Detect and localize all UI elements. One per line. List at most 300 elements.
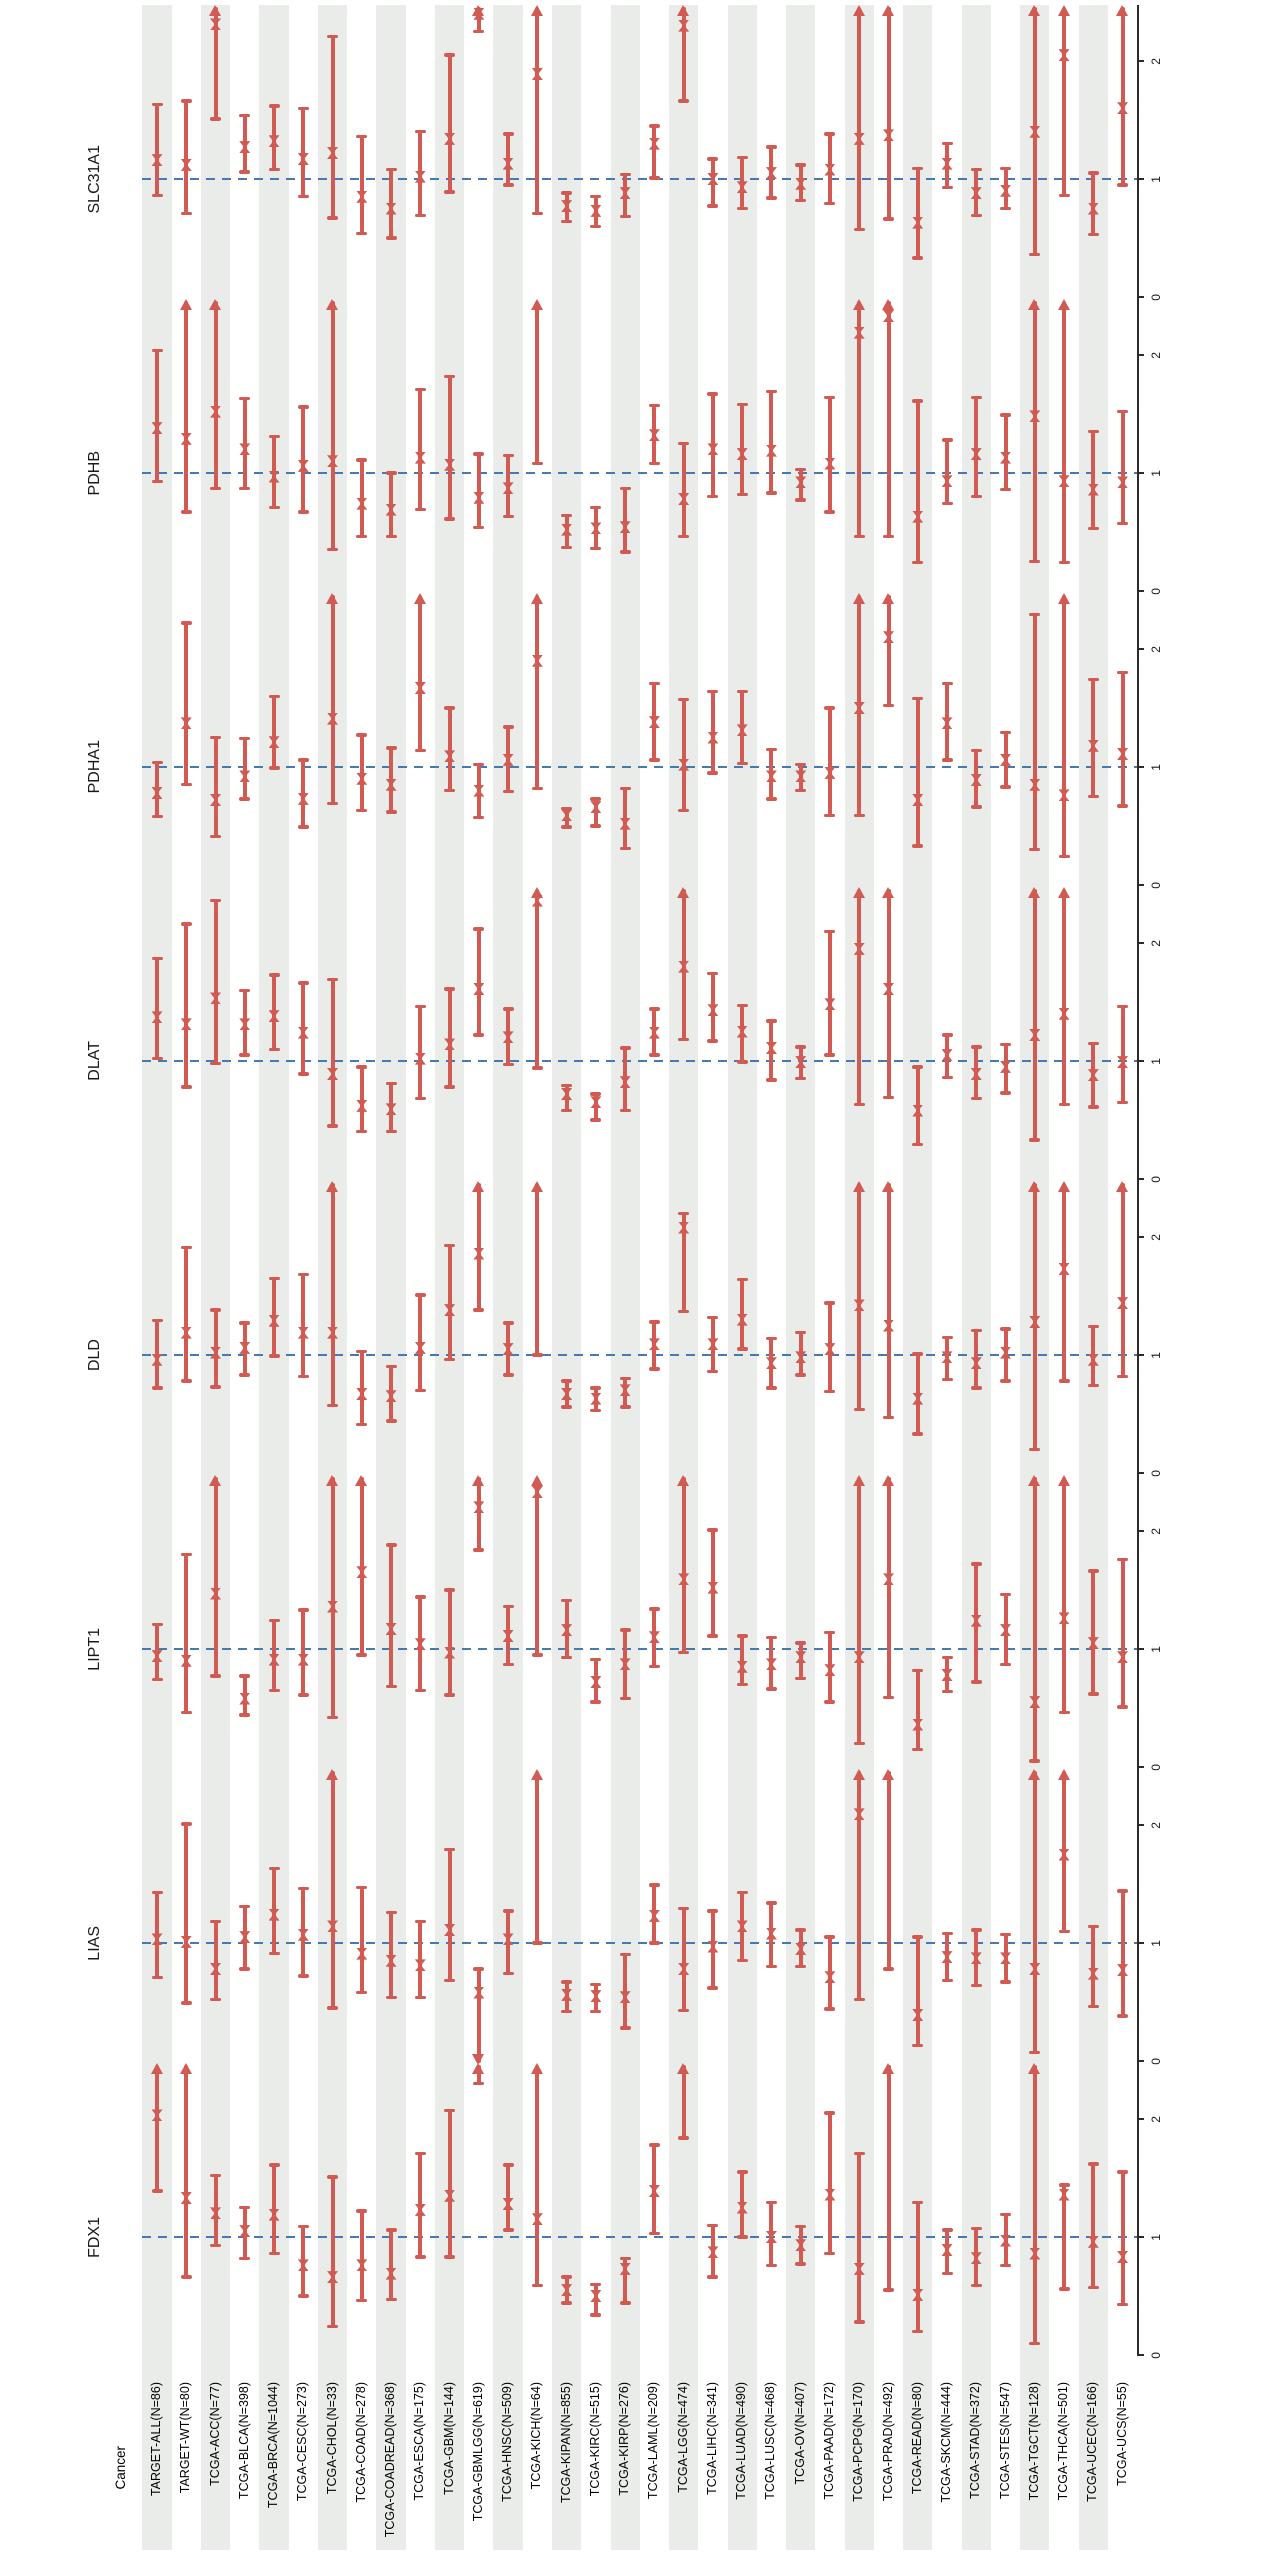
ci-lower-cap [415,1689,426,1692]
ci-upper-cap [269,1867,280,1870]
point-estimate-marker [649,1910,660,1922]
ci-upper-cap [766,1337,777,1340]
point-estimate-marker [1117,102,1128,114]
axis-tick-label [1145,1756,1167,1778]
ci-line [623,488,627,552]
axis-tick-label [1145,1638,1167,1660]
ci-upper-cap [971,1045,982,1048]
ci-line [1062,301,1066,563]
point-estimate-marker [824,1343,835,1355]
ci-upper-cap [766,1019,777,1022]
point-estimate-marker [298,153,309,165]
axis-tick-label-text: 2 [1149,1233,1163,1241]
ci-line [1062,2185,1066,2289]
panel-title-text: DLAT [86,1041,103,1081]
ci-lower-cap [415,508,426,511]
ci-upper-cap [356,135,367,138]
ci-line [857,889,861,1105]
ci-lower-cap [327,2325,338,2328]
reference-line-hr1 [142,1942,1137,1945]
ci-line [214,301,218,488]
ci-line [448,989,452,1087]
ci-line [1121,1891,1125,2016]
cancer-label-text: TCGA-PAAD(N=172) [821,2382,836,2500]
ci-line [916,1937,920,2046]
ci-line [857,2153,861,2322]
ci-lower-cap [210,487,221,490]
ci-lower-cap [824,2007,835,2010]
point-estimate-marker [1000,1952,1011,1964]
point-estimate-marker [298,1654,309,1666]
ci-lower-cap [1029,848,1040,851]
ci-upper-cap [181,1822,192,1825]
ci-lower-cap [737,1959,748,1962]
ci-upper-cap [1088,171,1099,174]
ci-upper-arrow [853,1475,865,1486]
ci-upper-cap [503,132,514,135]
ci-line [535,595,539,788]
axis-tick-label-text: 0 [1149,2351,1163,2359]
ci-upper-cap [766,1636,777,1639]
cancer-label [705,2382,723,2495]
ci-lower-cap [1000,207,1011,210]
ci-upper-arrow [414,593,426,604]
point-estimate-marker [766,1928,777,1940]
ci-lower-cap [1000,2264,1011,2267]
point-estimate-marker [239,443,250,455]
axis-tick-label-text: 0 [1149,2057,1163,2065]
ci-upper-cap [239,1321,250,1324]
ci-upper-cap [386,746,397,749]
ci-lower-cap [473,2082,484,2085]
axis-tick-label [1145,638,1167,660]
column-stripe [376,5,405,2550]
ci-lower-cap [532,1653,543,1656]
ci-upper-arrow [882,887,894,898]
ci-upper-cap [971,396,982,399]
axis-tick-label [1145,1932,1167,1954]
ci-upper-arrow [472,1181,484,1192]
ci-upper-arrow [882,593,894,604]
ci-line [828,931,832,1055]
ci-lower-cap [532,462,543,465]
ci-lower-cap [386,535,397,538]
ci-lower-cap [444,190,455,193]
ci-upper-arrow [531,2063,543,2074]
ci-lower-cap [795,199,806,202]
point-estimate-marker [239,141,250,153]
ci-lower-cap [766,797,777,800]
ci-lower-cap [503,1373,514,1376]
point-estimate-marker [824,998,835,1010]
ci-lower-cap [298,2294,309,2297]
ci-upper-cap [590,506,601,509]
ci-upper-arrow [677,5,689,16]
point-estimate-marker [181,1018,192,1030]
cancer-label-text: TCGA-ESCA(N=175) [412,2382,427,2501]
ci-upper-arrow [209,299,221,310]
ci-line [535,2065,539,2285]
cancer-label [588,2382,606,2496]
ci-upper-arrow [531,1769,543,1780]
ci-lower-cap [532,1941,543,1944]
ci-upper-cap [942,1656,953,1659]
ci-upper-arrow [882,2063,894,2074]
point-estimate-marker [473,1501,484,1513]
ci-lower-cap [1088,1105,1099,1108]
ci-upper-cap [912,1065,923,1068]
ci-upper-cap [912,1935,923,1938]
ci-lower-cap [327,802,338,805]
ci-upper-cap [327,2175,338,2178]
ci-upper-cap [298,107,309,110]
point-estimate-marker [590,1990,601,2002]
cancer-label-text: TCGA-PCPG(N=170) [851,2382,866,2502]
ci-upper-cap [590,1092,601,1095]
ci-upper-arrow [326,1475,338,1486]
ci-lower-cap [1117,804,1128,807]
ci-upper-cap [590,1386,601,1389]
ci-upper-cap [678,698,689,701]
ci-line [155,350,159,481]
ci-lower-cap [824,1700,835,1703]
ci-upper-cap [152,1319,163,1322]
axis-tick-label-text: 2 [1149,2115,1163,2123]
ci-upper-cap [298,2225,309,2228]
point-estimate-marker [649,2185,660,2197]
ci-upper-cap [795,763,806,766]
ci-line [1091,432,1095,529]
ci-lower-cap [590,2313,601,2316]
ci-line [331,980,335,1126]
ci-upper-cap [620,787,631,790]
ci-lower-cap [327,2006,338,2009]
ci-lower-cap [912,2044,923,2047]
ci-lower-cap [269,1354,280,1357]
ci-upper-cap [620,1953,631,1956]
ci-line [477,1183,481,1310]
ci-upper-cap [152,957,163,960]
point-estimate-marker [766,1357,777,1369]
ci-upper-arrow [326,1769,338,1780]
point-estimate-marker [883,129,894,141]
cancer-label-text: TCGA-COADREAD(N=368) [383,2382,398,2538]
ci-upper-cap [1117,1889,1128,1892]
ci-line [360,1477,364,1655]
ci-line [916,168,920,258]
ci-line [448,708,452,791]
ci-line [945,440,949,504]
ci-lower-cap [942,1378,953,1381]
ci-lower-cap [678,1038,689,1041]
ci-lower-cap [912,1143,923,1146]
ci-lower-cap [444,1693,455,1696]
ci-line [1033,889,1037,1140]
ci-upper-arrow [531,593,543,604]
ci-upper-cap [649,404,660,407]
ci-lower-cap [415,214,426,217]
ci-lower-cap [824,814,835,817]
point-estimate-marker [415,2204,426,2216]
ci-lower-cap [444,789,455,792]
axis-tick-label-text: 2 [1149,645,1163,653]
axis-tick-label-text: 1 [1149,2233,1163,2241]
ci-upper-cap [356,733,367,736]
ci-line [1121,7,1125,185]
ci-line [1033,1477,1037,1761]
ci-upper-cap [707,1316,718,1319]
axis-tick-label [1145,344,1167,366]
ci-line [214,1922,218,2000]
ci-lower-cap [1029,1759,1040,1762]
ci-lower-cap [707,1634,718,1637]
ci-upper-cap [649,1883,660,1886]
ci-line [857,1183,861,1409]
point-estimate-marker [1000,754,1011,766]
ci-lower-cap [356,1653,367,1656]
ci-lower-cap [971,1680,982,1683]
point-estimate-marker [239,2225,250,2237]
ci-lower-cap [1088,2286,1099,2289]
panel-title-text: LIAS [86,1925,103,1961]
point-estimate-marker [590,1096,601,1108]
ci-lower-cap [795,1677,806,1680]
ci-line [155,105,159,196]
cancer-label-text: TCGA-CESC(N=273) [295,2382,310,2502]
reference-line-hr1 [142,472,1137,475]
ci-upper-arrow [853,5,865,16]
ci-lower-cap [1059,1103,1070,1106]
ci-lower-cap [620,1697,631,1700]
ci-upper-cap [1117,410,1128,413]
ci-upper-cap [1117,671,1128,674]
point-estimate-marker [356,773,367,785]
point-estimate-marker [532,68,543,80]
point-estimate-marker [883,1320,894,1332]
ci-lower-cap [386,1419,397,1422]
point-estimate-marker [239,770,250,782]
ci-upper-cap [386,1365,397,1368]
ci-upper-cap [737,2170,748,2173]
axis-tick-label-text: 0 [1149,881,1163,889]
ci-lower-cap [1117,183,1128,186]
ci-upper-cap [415,130,426,133]
cancer-label-text: TCGA-UCS(N=55) [1114,2382,1129,2486]
panel-title [75,1564,115,1734]
ci-upper-cap [561,2275,572,2278]
ci-lower-cap [1059,194,1070,197]
ci-upper-cap [444,1244,455,1247]
ci-lower-cap [854,1408,865,1411]
ci-upper-cap [269,435,280,438]
ci-upper-cap [386,2228,397,2231]
ci-upper-cap [356,2209,367,2212]
ci-lower-cap [883,217,894,220]
ci-upper-cap [561,1980,572,1983]
point-estimate-marker [883,1573,894,1585]
ci-lower-cap [181,1085,192,1088]
ci-lower-cap [824,1053,835,1056]
ci-lower-cap [678,809,689,812]
ci-upper-arrow [1028,1769,1040,1780]
point-estimate-marker [181,433,192,445]
cancer-label-text: TCGA-KIRC(N=515) [587,2382,602,2497]
ci-upper-cap [415,1293,426,1296]
ci-upper-cap [912,167,923,170]
ci-lower-cap [561,2010,572,2013]
ci-line [389,1545,393,1687]
ci-upper-cap [912,1352,923,1355]
ci-line [682,444,686,537]
cancer-label-text: TCGA-THCA(N=501) [1056,2382,1071,2501]
ci-lower-cap [181,212,192,215]
ci-lower-cap [532,787,543,790]
ci-lower-cap [561,1405,572,1408]
ci-upper-arrow [531,1181,543,1192]
ci-upper-cap [766,390,777,393]
point-estimate-marker [1117,476,1128,488]
ci-lower-cap [707,495,718,498]
ci-line [916,699,920,847]
ci-line [535,1183,539,1355]
ci-upper-cap [824,132,835,135]
ci-upper-cap [239,114,250,117]
axis-tick-label [1145,286,1167,308]
ci-upper-cap [561,191,572,194]
ci-upper-arrow [531,5,543,16]
point-estimate-marker [707,1004,718,1016]
ci-lower-cap [1000,1980,1011,1983]
point-estimate-marker [239,1693,250,1705]
ci-lower-cap [503,1663,514,1666]
ci-upper-cap [561,1084,572,1087]
ci-lower-cap [327,1404,338,1407]
ci-lower-cap [1088,527,1099,530]
ci-upper-cap [239,2206,250,2209]
ci-upper-cap [795,1641,806,1644]
cancer-label [1085,2382,1103,2502]
ci-upper-cap [942,1932,953,1935]
ci-lower-cap [620,2301,631,2304]
reference-line-hr1 [142,1060,1137,1063]
ci-upper-cap [298,405,309,408]
ci-lower-cap [561,2301,572,2304]
cancer-label [237,2382,255,2499]
ci-lower-cap [766,2264,777,2267]
ci-line [887,595,891,706]
ci-upper-cap [298,1887,309,1890]
cancer-label [1027,2382,1045,2500]
ci-line [301,108,305,197]
ci-upper-cap [444,375,455,378]
ci-upper-cap [795,1331,806,1334]
ci-upper-cap [415,1920,426,1923]
ci-upper-cap [942,438,953,441]
ci-upper-cap [210,736,221,739]
ci-upper-cap [620,1628,631,1631]
ci-upper-cap [766,1901,777,1904]
cancer-label-text: TCGA-STES(N=547) [997,2382,1012,2500]
ci-lower-cap [561,546,572,549]
ci-upper-arrow [1028,887,1040,898]
ci-lower-cap [649,1053,660,1056]
ci-line [682,700,686,811]
ci-lower-cap [181,1711,192,1714]
ci-upper-arrow [1116,5,1128,16]
ci-lower-cap [649,1665,660,1668]
ci-upper-cap [766,2201,777,2204]
ci-lower-cap [444,1979,455,1982]
cancer-label [734,2382,752,2500]
ci-lower-cap [620,215,631,218]
ci-upper-cap [1088,1042,1099,1045]
ci-lower-cap [590,2010,601,2013]
ci-lower-cap [298,1375,309,1378]
ci-line [301,1610,305,1695]
point-estimate-marker [766,445,777,457]
point-estimate-marker [590,205,601,217]
cancer-label [939,2382,957,2503]
point-estimate-marker [415,171,426,183]
ci-lower-cap [532,1353,543,1356]
ci-lower-cap [473,1033,484,1036]
ci-line [974,397,978,496]
ci-lower-cap [561,220,572,223]
ci-upper-cap [824,2111,835,2114]
axis-tick-label-text: 0 [1149,1469,1163,1477]
ci-line [448,376,452,519]
ci-lower-cap [181,510,192,513]
axis-tick-label-text: 0 [1149,587,1163,595]
ci-lower-cap [386,236,397,239]
ci-lower-cap [590,225,601,228]
ci-lower-cap [239,797,250,800]
ci-upper-cap [210,1920,221,1923]
panel-title [75,976,115,1146]
ci-upper-cap [298,981,309,984]
ci-upper-cap [210,2174,221,2177]
ci-upper-cap [824,1631,835,1634]
cancer-label [442,2382,460,2495]
ci-lower-cap [239,1713,250,1716]
ci-upper-cap [386,1543,397,1546]
ci-line [477,454,481,527]
cancer-label-text: TARGET-ALL(N=86) [149,2382,163,2497]
ci-lower-cap [1117,2014,1128,2017]
ci-lower-cap [298,825,309,828]
ci-lower-cap [269,766,280,769]
point-estimate-marker [1059,49,1070,61]
point-estimate-marker [590,1393,601,1405]
ci-upper-arrow [1058,1181,1070,1192]
axis-tick-label-text: 1 [1149,1057,1163,1065]
point-estimate-marker [766,1042,777,1054]
ci-lower-cap [239,1967,250,1970]
ci-lower-cap [298,1072,309,1075]
ci-upper-cap [590,1983,601,1986]
ci-lower-cap [210,117,221,120]
ci-upper-arrow [180,299,192,310]
ci-upper-cap [444,706,455,709]
ci-upper-cap [795,468,806,471]
ci-lower-cap [1029,560,1040,563]
cancer-label [676,2382,694,2493]
ci-line [857,1771,861,2000]
point-estimate-marker [415,1342,426,1354]
point-estimate-marker [1000,185,1011,197]
ci-upper-cap [620,1377,631,1380]
ci-lower-cap [707,1370,718,1373]
